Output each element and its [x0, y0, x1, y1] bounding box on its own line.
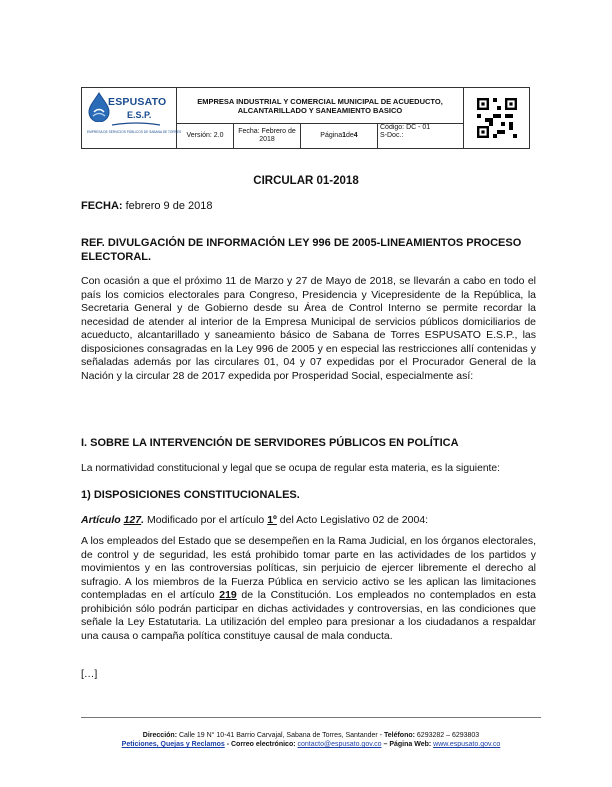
- ellipsis-marker: […]: [81, 668, 98, 680]
- header-title-line2: ALCANTARILLADO Y SANEAMIENTO BASICO: [237, 105, 403, 115]
- date-value: febrero 9 de 2018: [122, 200, 213, 212]
- footer-divider: [81, 717, 541, 718]
- header-meta-row: [177, 124, 463, 148]
- document-header-table: [81, 87, 530, 149]
- page-mid: de: [346, 132, 354, 139]
- article-text-1: Modificado por el artículo: [144, 514, 268, 526]
- date-label: FECHA:: [81, 200, 123, 212]
- pqr-link[interactable]: Peticiones, Quejas y Reclamos: [121, 741, 225, 748]
- header-title: [177, 88, 463, 124]
- header-title-line1: EMPRESA INDUSTRIAL Y COMERCIAL MUNICIPAL DE ACUEDUCTO,: [197, 96, 443, 106]
- header-code: [378, 124, 463, 148]
- article-219-ref: 219: [219, 589, 237, 601]
- email-link[interactable]: contacto@espusato.gov.co: [297, 741, 382, 748]
- footer-tel-label: Teléfono:: [383, 732, 415, 739]
- document-date: [81, 200, 212, 214]
- intro-paragraph: Con ocasión a que el próximo 11 de Marzo y 27 de Mayo de 2018, se llevarán a cabo en todo el país los comicios electorales para Congreso, Presidencia y Vicepresidente de la República, la Secretaria General y de Gobierno desde su Área de Control Interno se permite recordar la necesidad de atender al interior de la Empresa Municipal de servicios públicos domiciliarios de acueducto, alcantarillado y saneamiento básico de Sabana de Torres ESPUSATO E.S.P., las disposiciones consagradas en la Ley 996 de 2005 y en especial las restricciones allí contenidas y señaladas además por las circulares 01, 04 y 07 expedidas por el Procurador General de la Nación y la circular 28 de 2017 expedida por Prosperidad Social, especialmente así:: [81, 275, 536, 382]
- page-number: 1: [342, 132, 346, 139]
- header-code-line2: S-Doc.:: [380, 132, 404, 139]
- article-body: [81, 535, 536, 643]
- footer-dir-value: Calle 19 N° 10-41 Barrio Carvajal, Sabana de Torres, Santander -: [177, 732, 384, 739]
- page-pre: Página: [320, 132, 343, 139]
- article-text-2: del Acto Legislativo 02 de 2004:: [276, 514, 429, 526]
- reference-line: REF. DIVULGACIÓN DE INFORMACIÓN LEY 996 DE 2005-LINEAMIENTOS PROCESO ELECTORAL.: [81, 237, 522, 263]
- header-code-line1: Código: DC - 01: [380, 124, 431, 131]
- qr-code-icon: [477, 98, 517, 138]
- footer-contact: [81, 740, 541, 749]
- logo-swoosh-icon: [112, 122, 160, 126]
- article-dot: .: [141, 514, 145, 526]
- website-link[interactable]: www.espusato.gov.co: [433, 741, 501, 748]
- section-intro: La normatividad constitucional y legal que se ocupa de regular esta materia, es la siguiente:: [81, 463, 500, 474]
- footer-dir-label: Dirección:: [142, 732, 178, 739]
- header-page: [301, 124, 378, 148]
- article-body-b: de la Constitución. Los empleados no contemplados en esta prohibición sólo podrán participar en dichas actividades y controversias, en las condiciones que señale la Ley Estatutaria. La utilización del empleo para presionar a los ciudadanos a respaldar una causa o campaña política constituye causal de mala conducta.: [81, 589, 537, 642]
- footer-mail-label: - Correo electrónico:: [224, 741, 298, 748]
- article-body-a: A los empleados del Estado que se desempeñen en la Rama Judicial, en los órganos electorales, de control y de seguridad, les está prohibido tomar parte en las actividades de los partidos y movimientos y en las controversias políticas, sin perjuicio de ejercer libremente el derecho al sufragio. A los miembros de la Fuerza Pública en servicio activo se les aplican las limitaciones contempladas en el artículo: [81, 535, 536, 601]
- footer-web-label: – Página Web:: [381, 741, 434, 748]
- article-label: Artículo: [81, 514, 124, 526]
- article-ref: 1º: [267, 514, 277, 526]
- header-date: Fecha: Febrero de 2018: [234, 124, 301, 148]
- logo-name: ESPUSATO: [108, 96, 167, 108]
- logo-suffix: E.S.P.: [127, 110, 152, 120]
- logo-tagline: EMPRESA DE SERVICIOS PÚBLICOS DE SABANA DE TORRES: [87, 130, 182, 134]
- page-total: 4: [353, 132, 358, 139]
- article-number: 127: [123, 514, 142, 526]
- qr-code: [463, 88, 529, 148]
- subsection-heading: 1) DISPOSICIONES CONSTITUCIONALES.: [81, 489, 300, 501]
- article-reference: [81, 514, 541, 528]
- footer-tel-value: 6293282 – 6293803: [414, 732, 480, 739]
- circular-title: CIRCULAR 01-2018: [253, 175, 359, 187]
- company-logo: [82, 88, 182, 148]
- footer-address: [81, 731, 541, 740]
- header-version: Versión: 2.0: [177, 124, 234, 148]
- section-heading-1: I. SOBRE LA INTERVENCIÓN DE SERVIDORES PÚBLICOS EN POLÍTICA: [81, 437, 459, 449]
